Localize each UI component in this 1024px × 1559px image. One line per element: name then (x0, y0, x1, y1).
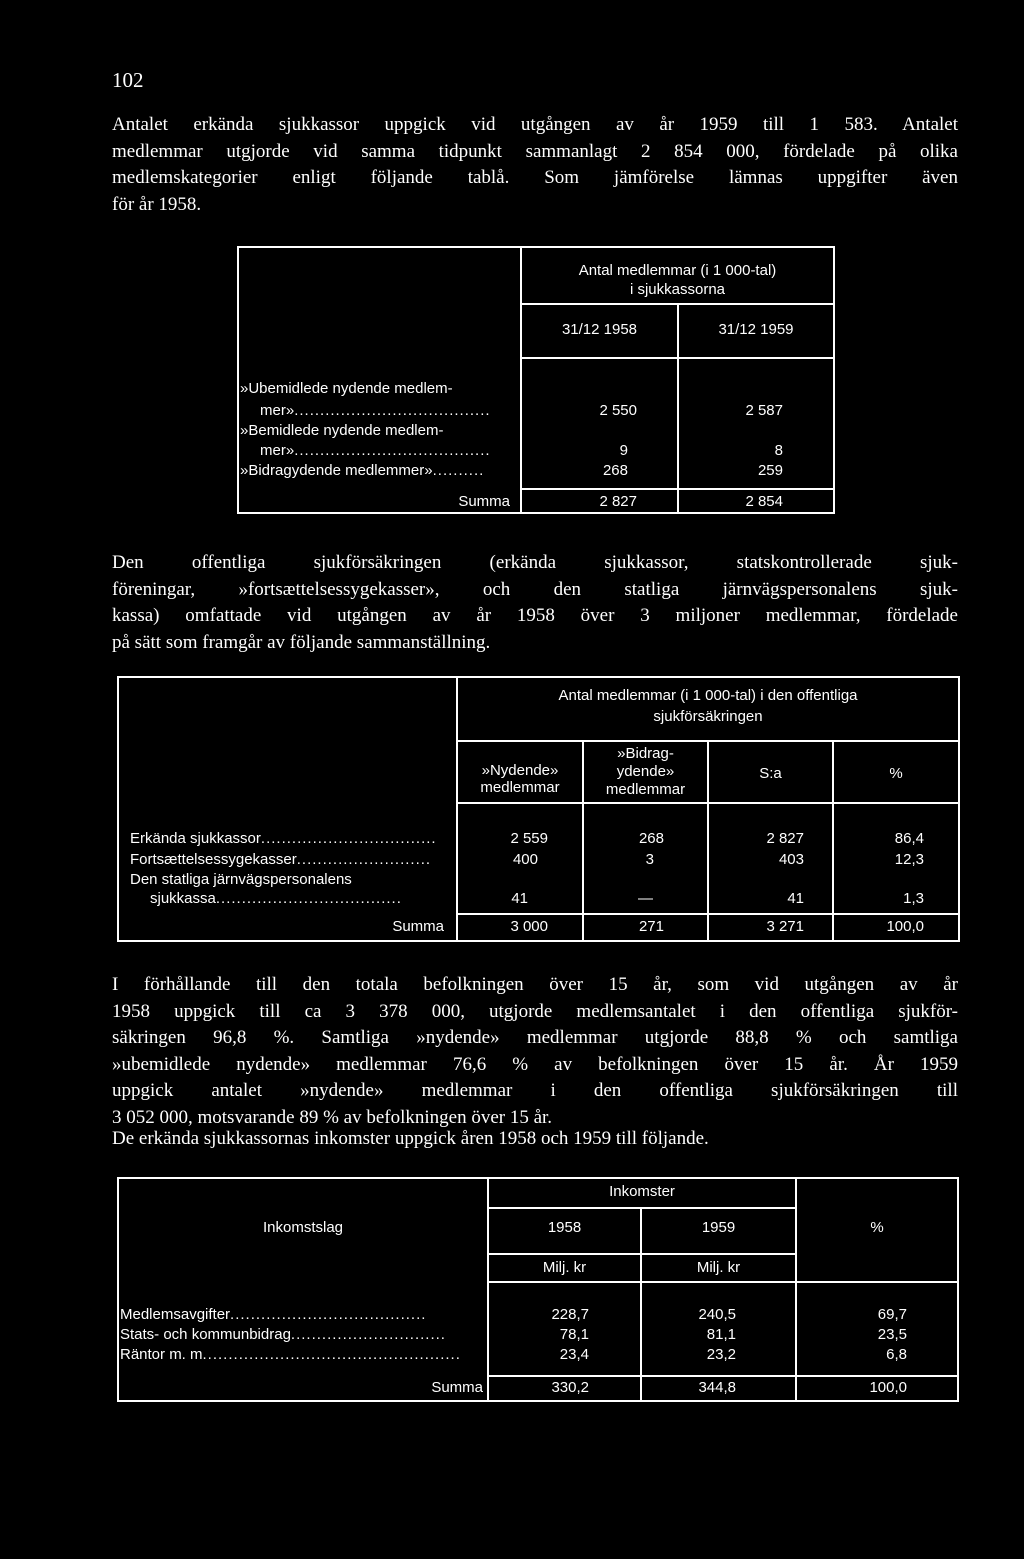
table-cell: 41 (511, 890, 528, 907)
column-header: 1959 (701, 1219, 736, 1236)
table-cell: 41 (787, 890, 804, 907)
summa-label: Summa (458, 493, 510, 510)
table-cell: 12,3 (894, 851, 924, 868)
table-cell: 8 (774, 442, 783, 459)
column-header: »Nydende» (481, 762, 559, 779)
text-line: I förhållande till den totala befolkningen över 15 år, som vid utgången av år (112, 974, 958, 995)
group-header: i sjukkassorna (629, 281, 726, 298)
column-header: 31/12 1959 (718, 321, 794, 338)
group-header: Antal medlemmar (i 1 000-tal) i den offentliga (558, 687, 858, 704)
table-cell: 400 (512, 851, 538, 868)
body-paragraph (112, 1126, 958, 1153)
table-cell: 344,8 (698, 1379, 736, 1396)
row-label: »Ubemidlede nydende medlem- (240, 380, 453, 397)
table-rule (237, 512, 835, 514)
table-rule (117, 676, 119, 942)
page-number: 102 (112, 68, 144, 92)
table-cell: 330,2 (551, 1379, 589, 1396)
group-header: Inkomster (609, 1183, 675, 1200)
table-rule (795, 1177, 797, 1402)
column-header: 31/12 1958 (561, 321, 638, 338)
column-header: ydende» (616, 763, 675, 780)
column-header: % (889, 765, 903, 782)
table-cell: 86,4 (894, 830, 924, 847)
row-label: Erkända sjukkassor.................................. (130, 830, 437, 847)
table-cell: 2 550 (599, 402, 637, 419)
column-header: Inkomstslag (262, 1219, 344, 1236)
table-cell: 23,5 (877, 1326, 907, 1343)
text-line: föreningar, »fortsættelsessygekasser», och den statliga järnvägspersonalens sjuk- (112, 578, 958, 600)
table-cell: 2 559 (510, 830, 548, 847)
table-cell: 9 (619, 442, 628, 459)
table-rule (833, 246, 835, 514)
row-label: Stats- och kommunbidrag.............................. (120, 1326, 446, 1343)
table-rule (237, 246, 239, 514)
table-rule (117, 676, 960, 678)
text-line: 1958 uppgick till ca 3 378 000, utgjorde medlemsantalet i den offentliga sjukför- (112, 1000, 958, 1022)
row-label: sjukkassa.................................... (150, 890, 402, 907)
column-header: medlemmar (605, 781, 686, 798)
table-cell: 2 587 (745, 402, 783, 419)
column-header: »Bidrag- (617, 745, 674, 762)
row-label: Fortsættelsessygekasser.......................... (130, 851, 432, 868)
row-label: »Bemidlede nydende medlem- (240, 422, 444, 439)
column-header: medlemmar (480, 779, 560, 796)
row-label: mer»...................................... (260, 442, 491, 459)
text-line: medlemskategorier enligt följande tablå. Som jämförelse lämnas uppgifter även (112, 167, 958, 188)
row-label: »Bidragydende medlemmer».......... (240, 462, 485, 479)
intro-paragraph (112, 112, 958, 218)
column-header: % (870, 1219, 884, 1236)
unit-label: Milj. kr (696, 1259, 741, 1276)
text-line: säkringen 96,8 %. Samtliga »nydende» medlemmar utgjorde 88,8 % och samtliga (112, 1027, 958, 1048)
table-cell: 100,0 (869, 1379, 907, 1396)
column-header: 1958 (547, 1219, 582, 1236)
column-header: S:a (759, 765, 782, 782)
group-header: sjukförsäkringen (653, 708, 763, 725)
text-line: uppgick antalet »nydende» medlemmar i den offentliga sjukförsäkringen till (112, 1080, 958, 1101)
table-rule (487, 1177, 489, 1402)
text-line: 3 052 000, motsvarande 89 % av befolkningen över 15 år. (112, 1106, 553, 1128)
table-cell: 81,1 (706, 1326, 736, 1343)
table-cell: — (638, 890, 653, 907)
table-cell: 3 (645, 851, 654, 868)
table-cell: 2 827 (599, 493, 637, 510)
table-cell: 23,4 (559, 1346, 589, 1363)
row-label: Medlemsavgifter...................................... (120, 1306, 427, 1323)
text-line: De erkända sjukkassornas inkomster uppgick åren 1958 och 1959 till följande. (112, 1128, 709, 1149)
text-line: medlemmar utgjorde vid samma tidpunkt sammanlagt 2 854 000, fördelade på olika (112, 140, 958, 162)
table-rule (237, 246, 835, 248)
table-rule (117, 1177, 959, 1179)
table-cell: 3 271 (766, 918, 804, 935)
text-line: kassa) omfattade vid utgången av år 1958 över 3 miljoner medlemmar, fördelade (112, 605, 958, 626)
table-rule (487, 1375, 959, 1377)
row-label: Den statliga järnvägspersonalens (130, 871, 352, 888)
table-rule (117, 1400, 959, 1402)
table-cell: 240,5 (698, 1306, 736, 1323)
table-cell: 268 (602, 462, 628, 479)
table-cell: 2 827 (766, 830, 804, 847)
text-line: för år 1958. (112, 193, 202, 215)
table-rule (487, 1281, 959, 1283)
text-line: »ubemidlede nydende» medlemmar 76,6 % av befolkningen över 15 år. År 1959 (112, 1053, 958, 1075)
row-label: mer»...................................... (260, 402, 491, 419)
table-cell: 268 (638, 830, 664, 847)
table-rule (958, 676, 960, 942)
table-rule (957, 1177, 959, 1402)
table-cell: 69,7 (877, 1306, 907, 1323)
body-paragraph (112, 972, 958, 1131)
summa-label: Summa (392, 918, 444, 935)
table-cell: 23,2 (706, 1346, 736, 1363)
table-cell: 2 854 (745, 493, 783, 510)
table-cell: 259 (757, 462, 783, 479)
table-cell: 6,8 (886, 1346, 907, 1363)
text-line: Den offentliga sjukförsäkringen (erkända sjukkassor, statskontrollerade sjuk- (112, 552, 958, 573)
body-paragraph (112, 550, 958, 656)
group-header: Antal medlemmar (i 1 000-tal) (578, 262, 777, 279)
table-cell: 78,1 (559, 1326, 589, 1343)
table-cell: 3 000 (510, 918, 548, 935)
text-line: på sätt som framgår av följande sammanställning. (112, 631, 491, 653)
table-cell: 100,0 (886, 918, 924, 935)
summa-label: Summa (431, 1379, 483, 1396)
table-cell: 403 (778, 851, 804, 868)
row-label: Räntor m. m.................................................. (120, 1346, 461, 1363)
table-cell: 271 (638, 918, 664, 935)
table-cell: 228,7 (551, 1306, 589, 1323)
table-rule (117, 1177, 119, 1402)
text-line: Antalet erkända sjukkassor uppgick vid utgången av år 1959 till 1 583. Antalet (112, 114, 958, 135)
table-cell: 1,3 (903, 890, 924, 907)
unit-label: Milj. kr (542, 1259, 587, 1276)
